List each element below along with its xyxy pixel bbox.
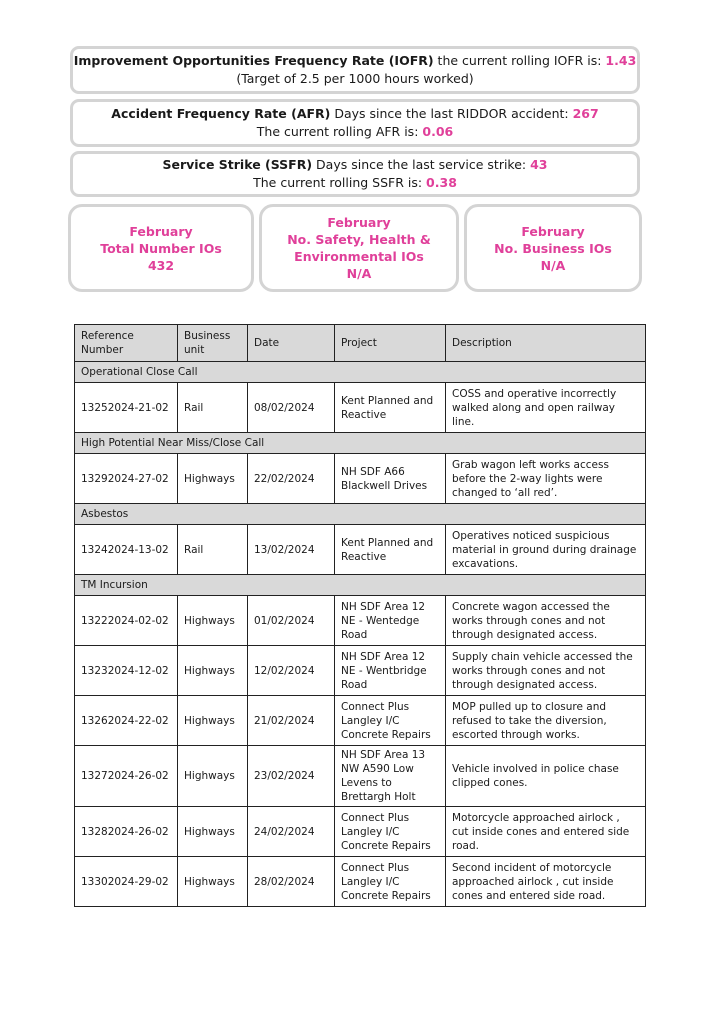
table-row [75, 383, 646, 433]
cell-unit: Highways [178, 596, 248, 646]
tile-value: N/A [540, 257, 566, 273]
cell-desc: Vehicle involved in police chase clipped cones. [446, 746, 646, 807]
iofr-value: 1.43 [605, 53, 637, 68]
header-business-unit: Business unit [178, 325, 248, 362]
cell-project: Kent Planned and Reactive [335, 525, 446, 575]
iofr-label: Improvement Opportunities Frequency Rate (IOFR) [73, 53, 434, 68]
ssfr-line2-text: The current rolling SSFR is: [253, 175, 427, 190]
tile-month: February [521, 223, 585, 239]
cell-unit: Highways [178, 746, 248, 807]
cell-unit: Rail [178, 525, 248, 575]
cell-ref: 13282024-26-02 [75, 807, 178, 857]
cell-desc: Grab wagon left works access before the 2-way lights were changed to ‘all red’. [446, 454, 646, 504]
iofr-text: the current rolling IOFR is: [433, 53, 606, 68]
category-label: TM Incursion [75, 575, 646, 596]
tile-title: No. Safety, Health & [287, 232, 431, 247]
cell-date: 24/02/2024 [248, 807, 335, 857]
ssfr-days: 43 [530, 157, 548, 172]
cell-project: Connect Plus Langley I/C Concrete Repairs [335, 807, 446, 857]
tile-month: February [129, 223, 193, 239]
cell-unit: Highways [178, 696, 248, 746]
cell-date: 23/02/2024 [248, 746, 335, 807]
cell-project: Connect Plus Langley I/C Concrete Repairs [335, 857, 446, 907]
cell-project: NH SDF Area 12 NE - Wentbridge Road [335, 646, 446, 696]
cell-ref: 13252024-21-02 [75, 383, 178, 433]
afr-value: 0.06 [422, 124, 454, 139]
cell-date: 22/02/2024 [248, 454, 335, 504]
cell-project: Connect Plus Langley I/C Concrete Repairs [335, 696, 446, 746]
afr-line1 [73, 105, 637, 123]
category-row [75, 362, 646, 383]
cell-unit: Rail [178, 383, 248, 433]
cell-desc: Motorcycle approached airlock , cut inside cones and entered side road. [446, 807, 646, 857]
cell-ref: 13262024-22-02 [75, 696, 178, 746]
cell-unit: Highways [178, 857, 248, 907]
ssfr-label: Service Strike (SSFR) [162, 157, 313, 172]
category-label: Operational Close Call [75, 362, 646, 383]
cell-ref: 13242024-13-02 [75, 525, 178, 575]
tile-title-2: Environmental IOs [294, 249, 424, 264]
header-project: Project [335, 325, 446, 362]
category-label: Asbestos [75, 504, 646, 525]
cell-date: 28/02/2024 [248, 857, 335, 907]
header-description: Description [446, 325, 646, 362]
afr-box [70, 99, 640, 147]
afr-line2-text: The current rolling AFR is: [256, 124, 423, 139]
ssfr-line1 [73, 156, 637, 174]
iofr-line1 [73, 52, 637, 70]
cell-ref: 13292024-27-02 [75, 454, 178, 504]
io-table [74, 324, 646, 907]
table-row [75, 646, 646, 696]
cell-unit: Highways [178, 646, 248, 696]
afr-text: Days since the last RIDDOR accident: [330, 106, 573, 121]
table-row [75, 525, 646, 575]
tile-total-ios [68, 204, 254, 292]
tile-she-ios [259, 204, 459, 292]
tile-month: February [327, 215, 391, 230]
cell-ref: 13232024-12-02 [75, 646, 178, 696]
cell-date: 01/02/2024 [248, 596, 335, 646]
ssfr-value: 0.38 [426, 175, 457, 190]
cell-unit: Highways [178, 454, 248, 504]
cell-desc: COSS and operative incorrectly walked along and open railway line. [446, 383, 646, 433]
ssfr-line2 [73, 174, 637, 192]
iofr-target: (Target of 2.5 per 1000 hours worked) [236, 71, 474, 86]
cell-project: NH SDF Area 12 NE - Wentedge Road [335, 596, 446, 646]
tile-value: N/A [346, 266, 372, 281]
table-row [75, 596, 646, 646]
iofr-box [70, 46, 640, 94]
tile-business-ios [464, 204, 642, 292]
cell-date: 08/02/2024 [248, 383, 335, 433]
cell-date: 12/02/2024 [248, 646, 335, 696]
afr-days: 267 [572, 106, 599, 121]
cell-project: NH SDF A66 Blackwell Drives [335, 454, 446, 504]
cell-desc: Supply chain vehicle accessed the works through cones and not through designated access. [446, 646, 646, 696]
header-reference: Reference Number [75, 325, 178, 362]
cell-date: 21/02/2024 [248, 696, 335, 746]
table-row [75, 696, 646, 746]
ssfr-text: Days since the last service strike: [312, 157, 531, 172]
cell-desc: Second incident of motorcycle approached airlock , cut inside cones and entered side road. [446, 857, 646, 907]
cell-ref: 13302024-29-02 [75, 857, 178, 907]
cell-desc: Operatives noticed suspicious material in ground during drainage excavations. [446, 525, 646, 575]
cell-ref: 13222024-02-02 [75, 596, 178, 646]
cell-ref: 13272024-26-02 [75, 746, 178, 807]
cell-project: NH SDF Area 13 NW A590 Low Levens to Brettargh Holt [335, 746, 446, 807]
tile-value: 432 [147, 257, 175, 273]
table-row [75, 454, 646, 504]
cell-desc: MOP pulled up to closure and refused to take the diversion, escorted through works. [446, 696, 646, 746]
ssfr-box [70, 151, 640, 197]
header-date: Date [248, 325, 335, 362]
cell-date: 13/02/2024 [248, 525, 335, 575]
table-header-row [75, 325, 646, 362]
table-row [75, 857, 646, 907]
afr-label: Accident Frequency Rate (AFR) [111, 106, 331, 121]
category-row [75, 575, 646, 596]
cell-desc: Concrete wagon accessed the works through cones and not through designated access. [446, 596, 646, 646]
category-label: High Potential Near Miss/Close Call [75, 433, 646, 454]
cell-unit: Highways [178, 807, 248, 857]
table-row [75, 807, 646, 857]
tile-title: No. Business IOs [494, 240, 612, 256]
category-row [75, 433, 646, 454]
table-row [75, 746, 646, 807]
afr-line2 [73, 123, 637, 141]
category-row [75, 504, 646, 525]
tile-title: Total Number IOs [100, 240, 222, 256]
cell-project: Kent Planned and Reactive [335, 383, 446, 433]
